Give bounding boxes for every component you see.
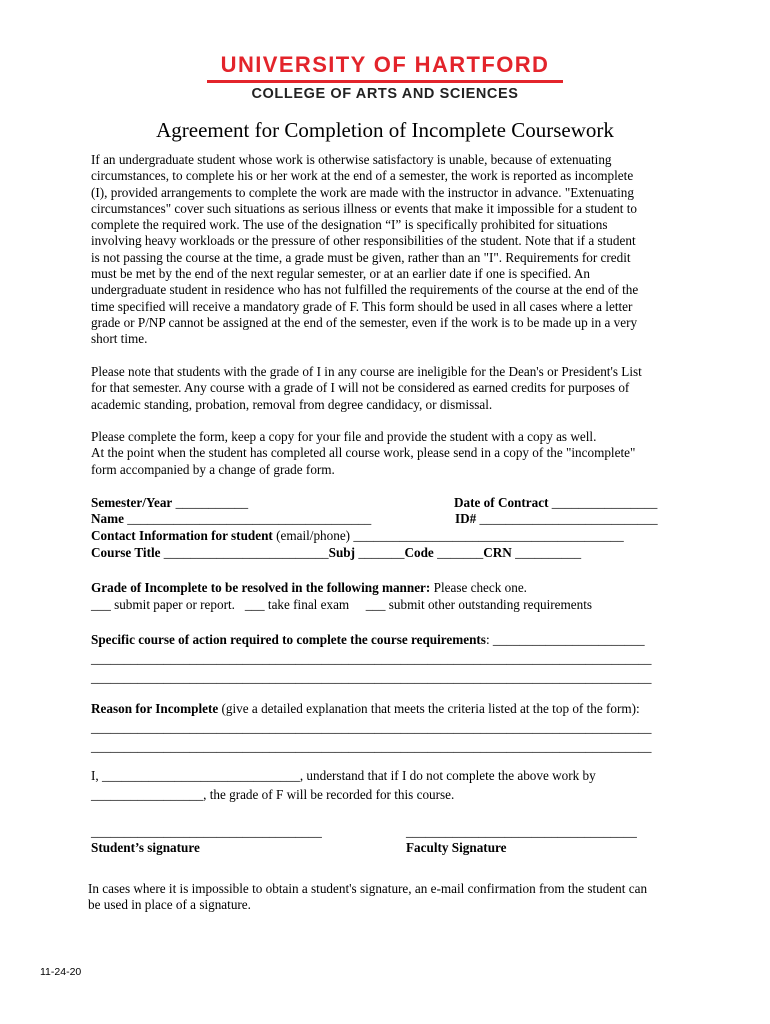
text-line: circumstances, to complete his or her work at the end of a semester, the work is reported as incomplete — [91, 168, 634, 184]
understanding-line-1 — [91, 768, 596, 784]
email-confirmation-note — [88, 881, 647, 914]
text-line: At the point when the student has completed all course work, please send in a copy of the "incomplete" — [91, 445, 636, 461]
grade-resolution-heading-row — [91, 580, 527, 596]
course-action-input-line[interactable]: _______________________ — [492, 632, 645, 647]
text-line: (I), provided arrangements to complete the work are made with the instructor in advance. "Extenuating — [91, 184, 634, 200]
option-other-requirements[interactable]: ___ submit other outstanding requirements — [365, 597, 593, 612]
reason-hint: (give a detailed explanation that meets the criteria listed at the top of the form): — [221, 701, 640, 716]
instructions-paragraph — [91, 429, 635, 478]
semester-input-line[interactable]: ___________ — [175, 495, 249, 510]
contract-date-label: Date of Contract — [454, 495, 549, 510]
grade-resolution-instruction: Please check one. — [433, 580, 527, 595]
student-signature-line[interactable]: ___________________________________ — [91, 824, 322, 839]
course-action-row — [91, 632, 645, 648]
semester-label: Semester/Year — [91, 495, 173, 510]
student-signature-label: Student’s signature — [91, 840, 200, 855]
text-line: academic standing, probation, removal from degree candidacy, or dismissal. — [91, 396, 493, 412]
grade-options-row — [91, 597, 592, 613]
course-title-input-line[interactable]: _________________________ — [163, 545, 329, 560]
grade-resolution-heading: Grade of Incomplete to be resolved in the following manner: — [91, 580, 431, 595]
reason-row — [91, 701, 640, 717]
subj-input-line[interactable]: _______ — [358, 545, 405, 560]
form-title: Agreement for Completion of Incomplete Coursework — [156, 118, 614, 142]
student-name-input-line[interactable]: ______________________________ — [102, 768, 300, 783]
crn-input-line[interactable]: __________ — [515, 545, 582, 560]
text-line: short time. — [91, 331, 148, 347]
understanding-text-2: , the grade of F will be recorded for this course. — [203, 787, 455, 802]
contact-input-line[interactable]: _________________________________________ — [353, 528, 624, 543]
text-line: If an undergraduate student whose work is otherwise satisfactory is unable, because of extenuating — [91, 152, 612, 167]
text-line: circumstances" cover such situations as serious illness or events that make it impossible for a student to — [91, 200, 637, 216]
course-action-colon: : — [485, 632, 490, 647]
name-label: Name — [91, 511, 124, 526]
text-line: Please note that students with the grade of I in any course are ineligible for the Dean's or President's List — [91, 364, 642, 379]
university-name: UNIVERSITY OF HARTFORD — [220, 52, 550, 77]
reason-line-1[interactable]: _____________________________________________________________________________________ — [91, 720, 652, 735]
contact-label: Contact Information for student — [91, 528, 273, 543]
name-input-line[interactable]: _____________________________________ — [127, 511, 372, 526]
id-input-line[interactable]: ___________________________ — [479, 511, 658, 526]
text-line: Please complete the form, keep a copy for your file and provide the student with a copy as well. — [91, 429, 597, 444]
contract-date-input-line[interactable]: ________________ — [551, 495, 658, 510]
course-action-line-1[interactable]: _____________________________________________________________________________________ — [91, 651, 652, 666]
code-input-line[interactable]: _______ — [437, 545, 484, 560]
faculty-signature-line[interactable]: ___________________________________ — [406, 824, 637, 839]
text-line: time specified will receive a mandatory grade of F. This form should be used in all cases where a letter — [91, 298, 633, 314]
subj-label: Subj — [328, 545, 356, 560]
text-line: must be met by the end of the next regular semester, or at an earlier date if one is specified. An — [91, 266, 590, 282]
faculty-signature-label: Faculty Signature — [406, 840, 507, 855]
text-line: In cases where it is impossible to obtain a student's signature, an e-mail confirmation from the student can — [88, 881, 648, 896]
option-submit-paper[interactable]: ___ submit paper or report. — [91, 597, 235, 612]
text-line: form accompanied by a change of grade form. — [91, 461, 335, 477]
code-label: Code — [404, 545, 434, 560]
id-label: ID# — [455, 511, 477, 526]
text-line: is not passing the course at the time, a grade must be given, rather than an "I". Requirements for credit — [91, 249, 631, 265]
text-line: undergraduate student in residence who has not fulfilled the requirements of the course at the end of the — [91, 282, 639, 298]
text-line: complete the required work. The use of the designation “I” is specifically prohibited for situations — [91, 217, 608, 233]
understanding-line-2 — [91, 787, 454, 803]
reason-line-2[interactable]: _____________________________________________________________________________________ — [91, 739, 652, 754]
deadline-input-line[interactable]: _________________ — [91, 787, 204, 802]
understanding-start: I, — [91, 768, 99, 783]
course-row — [91, 545, 581, 561]
course-action-heading: Specific course of action required to complete the course requirements — [91, 632, 486, 647]
reason-heading: Reason for Incomplete — [91, 701, 219, 716]
logo-divider — [207, 80, 563, 83]
revision-date: 11-24-20 — [40, 966, 82, 978]
text-line: for that semester. Any course with a grade of I will not be considered as earned credits for purposes of — [91, 380, 630, 396]
contact-hint: (email/phone) — [276, 528, 351, 543]
id-field[interactable] — [455, 511, 658, 527]
deans-list-paragraph — [91, 364, 642, 413]
understanding-text-1: , understand that if I do not complete the above work by — [299, 768, 596, 783]
college-name: COLLEGE OF ARTS AND SCIENCES — [251, 86, 519, 102]
crn-label: CRN — [483, 545, 512, 560]
semester-field[interactable] — [91, 495, 248, 511]
name-field[interactable] — [91, 511, 371, 527]
text-line: grade or P/NP cannot be assigned at the end of the semester, even if the work is to be made up in a very — [91, 314, 638, 330]
text-line: involving heavy workloads or the pressure of other responsibilities of the student. Note that if a student — [91, 233, 636, 249]
text-line: be used in place of a signature. — [88, 897, 251, 913]
course-action-line-2[interactable]: _____________________________________________________________________________________ — [91, 670, 652, 685]
option-final-exam[interactable]: ___ take final exam — [244, 597, 350, 612]
contract-date-field[interactable] — [454, 495, 657, 511]
intro-paragraph — [91, 152, 638, 348]
course-title-label: Course Title — [91, 545, 161, 560]
contact-field[interactable] — [91, 528, 624, 544]
